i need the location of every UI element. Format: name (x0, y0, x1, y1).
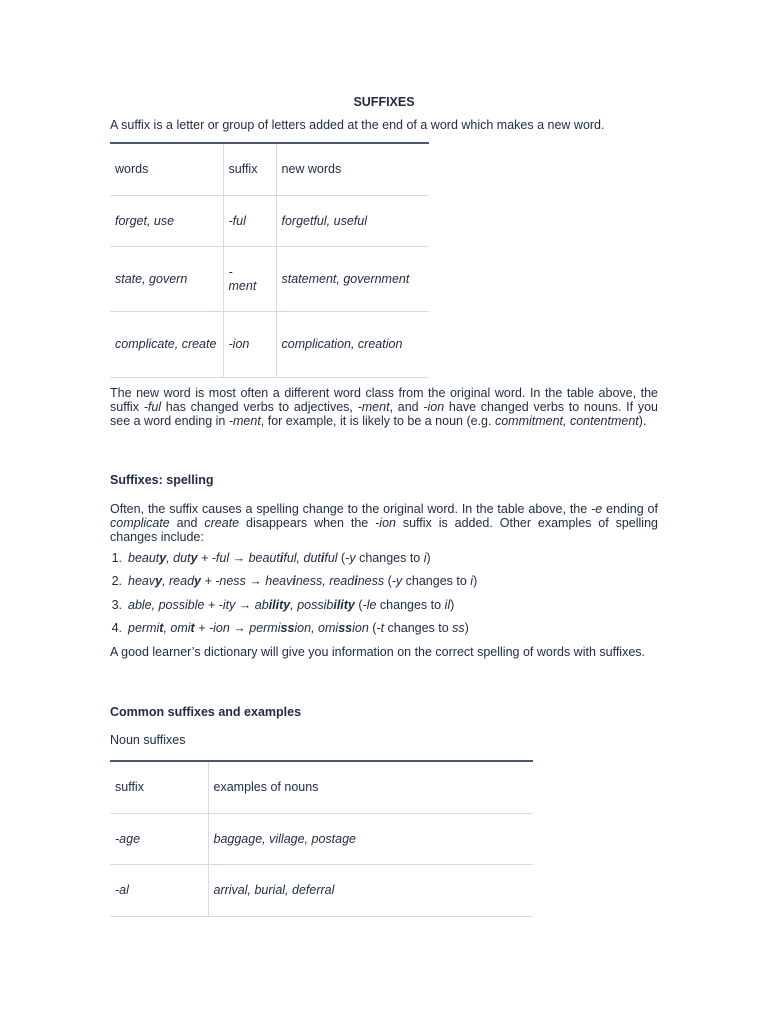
table-cell: - ment (223, 246, 276, 311)
table-row (110, 311, 429, 377)
spelling-list (110, 550, 658, 643)
list-item: 1. beauty, duty + -ful → beautiful, dutiful (-y changes to i) (111, 551, 431, 565)
list-item-text: able, possible + -ity → ability, possibility (-le changes to il) (128, 597, 455, 612)
table-cell: complicate, create (110, 311, 223, 377)
header-cell: new words (276, 143, 429, 195)
table-row (110, 246, 429, 311)
intro-paragraph: A suffix is a letter or group of letters added at the end of a word which makes a new word. (110, 118, 605, 132)
table-cell: forgetful, useful (276, 195, 429, 246)
table-cell: baggage, village, postage (208, 813, 533, 864)
table-cell: statement, government (276, 246, 429, 311)
page-title: SUFFIXES (353, 95, 415, 109)
spelling-heading: Suffixes: spelling (110, 473, 214, 487)
suffix-table (110, 142, 429, 378)
table-cell: complication, creation (276, 311, 429, 377)
table-row (110, 195, 429, 246)
common-suffixes-heading: Common suffixes and examples (110, 705, 302, 719)
table-cell: -ful (223, 195, 276, 246)
list-item: 3. able, possible + -ity → ability, possibility (-le changes to il) (111, 597, 455, 612)
list-item-text: permit, omit + -ion → permission, omission (-t changes to ss) (128, 620, 469, 635)
header-cell: suffix (110, 761, 208, 813)
table-header-row (110, 761, 533, 813)
table-row (110, 813, 533, 864)
header-cell: words (110, 143, 223, 195)
dictionary-paragraph: A good learner’s dictionary will give you information on the correct spelling of words with suffixes. (110, 645, 645, 659)
header-cell: examples of nouns (208, 761, 533, 813)
word-class-paragraph: The new word is most often a different word class from the original word. In the table above, the suffix -ful has changed verbs to adjectives, -ment, and -ion have changed verbs to nouns. If you see a word ending in -ment, for example, it is likely to be a noun (e.g. commitment, contentment). (110, 386, 658, 428)
list-item: 4. permit, omit + -ion → permission, omission (-t changes to ss) (111, 620, 469, 635)
noun-suffixes-heading: Noun suffixes (110, 733, 186, 747)
table-cell: -age (110, 813, 208, 864)
spelling-paragraph: Often, the suffix causes a spelling change to the original word. In the table above, the -e ending of complicate and create disappears when the -ion suffix is added. Other examples of spelling changes include: (110, 502, 658, 544)
list-item-text: beauty, duty + -ful → beautiful, dutiful (-y changes to i) (128, 551, 431, 565)
table-header-row (110, 143, 429, 195)
table-cell: -al (110, 864, 208, 916)
table-row (110, 864, 533, 916)
header-cell: suffix (223, 143, 276, 195)
table-cell: -ion (223, 311, 276, 377)
list-item-text: heavy, ready + -ness → heaviness, readiness (-y changes to i) (128, 574, 478, 589)
table-cell: forget, use (110, 195, 223, 246)
list-item: 2. heavy, ready + -ness → heaviness, readiness (-y changes to i) (111, 574, 478, 589)
table-cell: arrival, burial, deferral (208, 864, 533, 916)
table-cell: state, govern (110, 246, 223, 311)
noun-suffix-table (110, 760, 533, 917)
